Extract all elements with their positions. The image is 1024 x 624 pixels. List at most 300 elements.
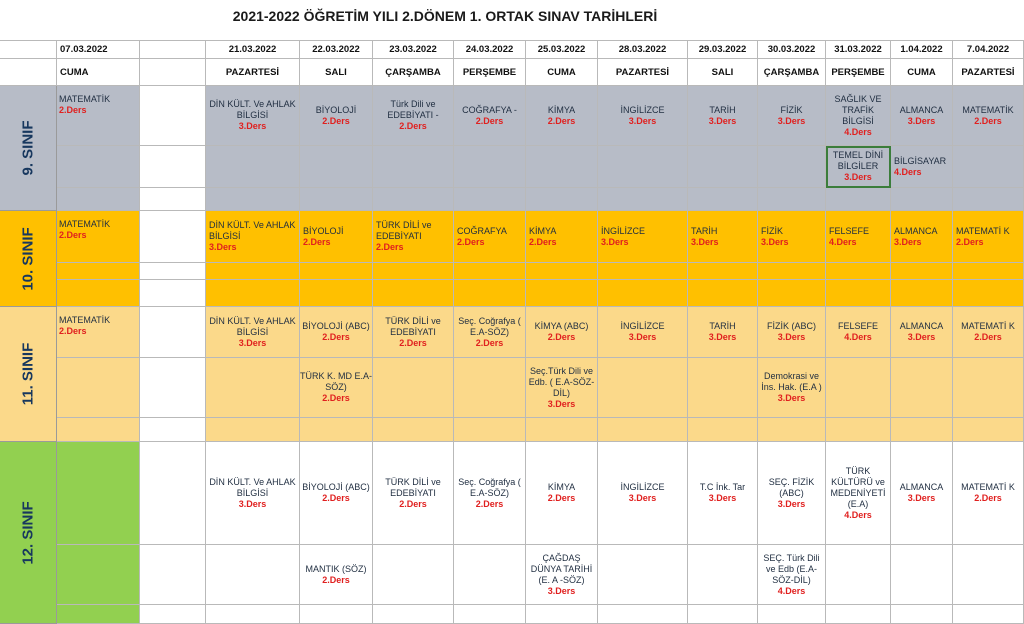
- exam-cell[interactable]: [57, 86, 140, 146]
- lesson-period: 3.Ders: [907, 115, 936, 126]
- subject-name: TARİH: [709, 321, 736, 331]
- grade-label: 9. SINIF: [19, 120, 37, 176]
- date-header[interactable]: [953, 41, 1024, 59]
- sheet-cell[interactable]: [953, 358, 1024, 418]
- day-label: PAZARTESİ: [225, 66, 280, 78]
- sheet-cell[interactable]: [57, 545, 140, 605]
- exam-cell[interactable]: [826, 86, 891, 146]
- exam-cell[interactable]: [826, 211, 891, 263]
- day-header[interactable]: [826, 59, 891, 86]
- exam-cell[interactable]: [300, 307, 373, 358]
- sheet-cell[interactable]: [373, 280, 454, 307]
- lesson-period: 2.Ders: [547, 115, 576, 126]
- lesson-period: 2.Ders: [322, 574, 350, 585]
- subject-name: MATEMATİ K: [961, 482, 1015, 492]
- sheet-cell[interactable]: [891, 188, 953, 211]
- exam-cell[interactable]: [454, 307, 526, 358]
- subject-name: COĞRAFYA: [457, 225, 507, 236]
- sheet-cell[interactable]: [688, 280, 758, 307]
- sheet-cell[interactable]: [688, 146, 758, 188]
- lesson-period: 2.Ders: [956, 236, 984, 247]
- sheet-cell[interactable]: [300, 280, 373, 307]
- lesson-period: 3.Ders: [907, 332, 936, 342]
- exam-cell[interactable]: [758, 358, 826, 418]
- exam-cell[interactable]: [526, 442, 598, 545]
- sheet-cell[interactable]: [688, 545, 758, 605]
- sheet-cell[interactable]: [598, 280, 688, 307]
- sheet-cell[interactable]: [598, 146, 688, 188]
- sheet-cell[interactable]: [373, 188, 454, 211]
- sheet-cell[interactable]: [891, 280, 953, 307]
- day-label: CUMA: [60, 66, 89, 78]
- subject-name: DİN KÜLT. Ve AHLAK BİLGİSİ: [209, 220, 296, 241]
- date-header[interactable]: [826, 41, 891, 59]
- day-label: PERŞEMBE: [831, 66, 885, 78]
- day-label: PERŞEMBE: [462, 66, 517, 78]
- exam-cell[interactable]: [454, 442, 526, 545]
- sheet-cell[interactable]: [953, 263, 1024, 280]
- subject-name: ALMANCA: [899, 104, 944, 115]
- sheet-cell[interactable]: [826, 605, 891, 624]
- exam-cell[interactable]: [57, 211, 140, 263]
- subject-name: COĞRAFYA -: [462, 104, 517, 115]
- lesson-period: 2.Ders: [974, 115, 1002, 126]
- lesson-period: 3.Ders: [238, 337, 267, 348]
- sheet-cell[interactable]: [826, 263, 891, 280]
- lesson-period: 3.Ders: [209, 242, 237, 252]
- sheet-cell[interactable]: [300, 263, 373, 280]
- sheet-cell[interactable]: [57, 188, 140, 211]
- subject-name: TÜRK K. MD E.A- SÖZ): [300, 371, 373, 392]
- sheet-cell[interactable]: [206, 188, 300, 211]
- sheet-cell[interactable]: [140, 307, 206, 358]
- lesson-period: 4.Ders: [844, 126, 872, 137]
- sheet-cell[interactable]: [526, 605, 598, 624]
- lesson-period: 2.Ders: [322, 493, 350, 503]
- day-label: SALI: [711, 66, 734, 78]
- subject-name: TEMEL DİNİ BİLGİLER: [832, 150, 884, 171]
- sheet-cell[interactable]: [953, 605, 1024, 624]
- sheet-cell[interactable]: [140, 605, 206, 624]
- sheet-cell[interactable]: [758, 188, 826, 211]
- sheet-cell[interactable]: [598, 418, 688, 442]
- sheet-cell[interactable]: [206, 280, 300, 307]
- date-header[interactable]: [454, 41, 526, 59]
- exam-cell[interactable]: [953, 442, 1024, 545]
- sheet-cell[interactable]: [373, 418, 454, 442]
- sheet-cell[interactable]: [598, 358, 688, 418]
- date-label: 23.03.2022: [389, 44, 437, 55]
- lesson-period: 3.Ders: [907, 493, 936, 503]
- subject-name: Seç. Coğrafya ( E.A-SÖZ): [458, 315, 521, 337]
- header-cell[interactable]: [0, 41, 57, 59]
- exam-cell[interactable]: [598, 442, 688, 545]
- subject-name: MATEMATİK: [59, 219, 111, 229]
- header-top-border: [0, 40, 1024, 41]
- header-cell[interactable]: [140, 41, 206, 59]
- day-header[interactable]: [953, 59, 1024, 86]
- exam-cell[interactable]: [206, 442, 300, 545]
- lesson-period: 2.Ders: [399, 337, 427, 348]
- lesson-period: 2.Ders: [303, 236, 331, 247]
- exam-cell[interactable]: [526, 545, 598, 605]
- sheet-cell[interactable]: [953, 418, 1024, 442]
- subject-name: SEÇ. Türk Dili ve Edb (E.A-SÖZ-DİL): [763, 552, 820, 585]
- day-header[interactable]: [526, 59, 598, 86]
- exam-cell[interactable]: [206, 86, 300, 146]
- header-cell[interactable]: [140, 59, 206, 86]
- exam-cell[interactable]: [688, 211, 758, 263]
- day-header[interactable]: [300, 59, 373, 86]
- sheet-cell[interactable]: [454, 605, 526, 624]
- exam-cell[interactable]: [373, 86, 454, 146]
- sheet-cell[interactable]: [526, 263, 598, 280]
- sheet-cell[interactable]: [688, 418, 758, 442]
- lesson-period: 2.Ders: [59, 105, 87, 115]
- exam-cell[interactable]: [526, 211, 598, 263]
- sheet-cell[interactable]: [373, 146, 454, 188]
- sheet-cell[interactable]: [206, 358, 300, 418]
- sheet-cell[interactable]: [826, 545, 891, 605]
- subject-name: Türk Dili ve EDEBİYATI -: [387, 99, 439, 120]
- sheet-cell[interactable]: [300, 418, 373, 442]
- day-header[interactable]: [373, 59, 454, 86]
- subject-name: ALMANCA: [894, 225, 938, 236]
- date-label: 29.03.2022: [698, 44, 747, 55]
- subject-name: KİMYA (ABC): [534, 321, 589, 331]
- sheet-cell[interactable]: [826, 418, 891, 442]
- subject-name: İNGİLİZCE: [620, 482, 665, 492]
- sheet-cell[interactable]: [454, 418, 526, 442]
- sheet-cell[interactable]: [300, 188, 373, 211]
- sheet-cell[interactable]: [758, 263, 826, 280]
- day-label: SALI: [325, 66, 347, 78]
- exam-cell[interactable]: [206, 307, 300, 358]
- sheet-cell[interactable]: [891, 418, 953, 442]
- date-label: 24.03.2022: [465, 44, 514, 55]
- exam-cell[interactable]: [891, 86, 953, 146]
- sheet-cell[interactable]: [140, 86, 206, 146]
- lesson-period: 2.Ders: [475, 337, 504, 348]
- sheet-cell[interactable]: [140, 263, 206, 280]
- lesson-period: 2.Ders: [475, 498, 504, 509]
- sheet-cell[interactable]: [206, 146, 300, 188]
- grade-label-cell[interactable]: [0, 86, 57, 211]
- header-cell[interactable]: [0, 59, 57, 86]
- sheet-cell[interactable]: [57, 280, 140, 307]
- subject-name: İNGİLİZCE: [620, 104, 665, 115]
- sheet-cell[interactable]: [140, 545, 206, 605]
- date-label: 7.04.2022: [966, 44, 1010, 55]
- subject-name: FİZİK: [761, 225, 783, 236]
- exam-cell[interactable]: [688, 307, 758, 358]
- day-header[interactable]: [206, 59, 300, 86]
- exam-cell[interactable]: [526, 86, 598, 146]
- sheet-cell[interactable]: [373, 545, 454, 605]
- sheet-cell[interactable]: [373, 263, 454, 280]
- day-label: ÇARŞAMBA: [763, 66, 820, 78]
- subject-name: KİMYA: [529, 225, 557, 236]
- grade-label-cell[interactable]: [0, 307, 57, 442]
- subject-name: MATEMATİK: [59, 315, 111, 325]
- exam-cell[interactable]: [300, 442, 373, 545]
- exam-cell[interactable]: [826, 307, 891, 358]
- sheet-cell[interactable]: [57, 146, 140, 188]
- date-label: 25.03.2022: [537, 44, 586, 55]
- sheet-cell[interactable]: [140, 188, 206, 211]
- exam-cell[interactable]: [688, 442, 758, 545]
- date-header[interactable]: [598, 41, 688, 59]
- grade-label-cell[interactable]: [0, 442, 57, 624]
- sheet-cell[interactable]: [57, 442, 140, 545]
- subject-name: TARİH: [709, 104, 736, 115]
- sheet-cell[interactable]: [826, 358, 891, 418]
- sheet-cell[interactable]: [206, 418, 300, 442]
- exam-cell[interactable]: [826, 146, 891, 188]
- date-header[interactable]: [891, 41, 953, 59]
- exam-cell[interactable]: [300, 211, 373, 263]
- lesson-period: 3.Ders: [628, 332, 657, 342]
- sheet-cell[interactable]: [826, 188, 891, 211]
- day-label: ÇARŞAMBA: [385, 66, 441, 78]
- sheet-cell[interactable]: [688, 358, 758, 418]
- subject-name: FİZİK: [780, 104, 803, 115]
- exam-cell[interactable]: [953, 211, 1024, 263]
- sheet-cell[interactable]: [953, 545, 1024, 605]
- sheet-cell[interactable]: [206, 545, 300, 605]
- subject-name: DİN KÜLT. Ve AHLAK BİLGİSİ: [209, 99, 296, 120]
- date-header[interactable]: [206, 41, 300, 59]
- day-header[interactable]: [688, 59, 758, 86]
- lesson-period: 3.Ders: [777, 332, 806, 342]
- grade-label: 12. SINIF: [19, 500, 37, 565]
- lesson-period: 2.Ders: [59, 230, 87, 240]
- subject-name: İNGİLİZCE: [620, 321, 665, 331]
- day-label: PAZARTESİ: [961, 66, 1015, 78]
- exam-cell[interactable]: [300, 545, 373, 605]
- date-header[interactable]: [758, 41, 826, 59]
- sheet-cell[interactable]: [140, 442, 206, 545]
- grade-label-cell[interactable]: [0, 211, 57, 307]
- exam-cell[interactable]: [526, 307, 598, 358]
- exam-cell[interactable]: [57, 307, 140, 358]
- exam-cell[interactable]: [758, 545, 826, 605]
- lesson-period: 4.Ders: [844, 332, 872, 342]
- lesson-period: 3.Ders: [708, 493, 737, 503]
- subject-name: Demokrasi ve İns. Hak. (E.A ): [761, 371, 822, 392]
- sheet-cell[interactable]: [758, 605, 826, 624]
- sheet-cell[interactable]: [688, 263, 758, 280]
- day-header[interactable]: [891, 59, 953, 86]
- sheet-cell[interactable]: [454, 545, 526, 605]
- lesson-period: 2.Ders: [59, 326, 87, 336]
- subject-name: BİYOLOJİ: [315, 104, 357, 115]
- date-label: 21.03.2022: [228, 44, 277, 55]
- exam-cell[interactable]: [891, 146, 953, 188]
- lesson-period: 2.Ders: [399, 498, 427, 509]
- sheet-cell[interactable]: [454, 280, 526, 307]
- lesson-period: 3.Ders: [547, 585, 576, 596]
- date-label: 1.04.2022: [900, 44, 943, 55]
- sheet-cell[interactable]: [953, 280, 1024, 307]
- lesson-period: 3.Ders: [708, 332, 737, 342]
- sheet-cell[interactable]: [526, 280, 598, 307]
- exam-cell[interactable]: [688, 86, 758, 146]
- lesson-period: 3.Ders: [708, 115, 737, 126]
- lesson-period: 3.Ders: [777, 393, 806, 403]
- sheet-cell[interactable]: [454, 358, 526, 418]
- grade-label: 11. SINIF: [19, 342, 37, 406]
- sheet-cell[interactable]: [454, 263, 526, 280]
- sheet-cell[interactable]: [826, 280, 891, 307]
- sheet-cell[interactable]: [140, 358, 206, 418]
- sheet-cell[interactable]: [598, 263, 688, 280]
- exam-cell[interactable]: [953, 86, 1024, 146]
- sheet-cell[interactable]: [598, 605, 688, 624]
- sheet-cell[interactable]: [454, 146, 526, 188]
- exam-cell[interactable]: [891, 307, 953, 358]
- day-label: PAZARTESİ: [615, 66, 670, 78]
- subject-name: BİYOLOJİ (ABC): [302, 321, 370, 331]
- lesson-period: 4.Ders: [844, 509, 872, 520]
- date-header[interactable]: [57, 41, 140, 59]
- lesson-period: 4.Ders: [777, 585, 806, 596]
- subject-name: TÜRK DİLİ ve EDEBİYATI: [385, 476, 441, 498]
- day-header[interactable]: [57, 59, 140, 86]
- lesson-period: 3.Ders: [547, 398, 576, 409]
- lesson-period: 3.Ders: [601, 236, 629, 247]
- subject-name: FELSEFE: [837, 321, 878, 331]
- exam-cell[interactable]: [300, 86, 373, 146]
- subject-name: ALMANCA: [899, 482, 944, 492]
- sheet-cell[interactable]: [140, 280, 206, 307]
- sheet-cell[interactable]: [373, 605, 454, 624]
- sheet-cell[interactable]: [206, 605, 300, 624]
- exam-cell[interactable]: [526, 358, 598, 418]
- exam-cell[interactable]: [758, 86, 826, 146]
- day-header[interactable]: [758, 59, 826, 86]
- sheet-cell[interactable]: [526, 188, 598, 211]
- lesson-period: 2.Ders: [529, 236, 557, 247]
- sheet-cell[interactable]: [758, 418, 826, 442]
- lesson-period: 3.Ders: [761, 236, 789, 247]
- sheet-cell[interactable]: [300, 146, 373, 188]
- exam-cell[interactable]: [300, 358, 373, 418]
- sheet-cell[interactable]: [140, 418, 206, 442]
- sheet-cell[interactable]: [140, 146, 206, 188]
- sheet-cell[interactable]: [891, 545, 953, 605]
- lesson-period: 2.Ders: [547, 493, 576, 503]
- exam-cell[interactable]: [758, 442, 826, 545]
- subject-name: ÇAĞDAŞ DÜNYA TARİHİ (E. A -SÖZ): [530, 552, 593, 585]
- exam-cell[interactable]: [373, 442, 454, 545]
- sheet-cell[interactable]: [526, 418, 598, 442]
- exam-cell[interactable]: [826, 442, 891, 545]
- exam-cell[interactable]: [454, 211, 526, 263]
- date-label: 31.03.2022: [834, 44, 882, 55]
- subject-name: ALMANCA: [899, 321, 944, 331]
- date-header[interactable]: [300, 41, 373, 59]
- sheet-cell[interactable]: [688, 188, 758, 211]
- sheet-cell[interactable]: [598, 545, 688, 605]
- subject-name: BİYOLOJİ: [303, 225, 344, 236]
- exam-cell[interactable]: [758, 307, 826, 358]
- lesson-period: 3.Ders: [894, 236, 922, 247]
- sheet-cell[interactable]: [953, 146, 1024, 188]
- exam-cell[interactable]: [953, 307, 1024, 358]
- subject-name: Seç. Coğrafya ( E.A-SÖZ): [458, 476, 521, 498]
- exam-cell[interactable]: [206, 211, 300, 263]
- sheet-cell[interactable]: [891, 263, 953, 280]
- sheet-cell[interactable]: [598, 188, 688, 211]
- day-header[interactable]: [454, 59, 526, 86]
- exam-cell[interactable]: [373, 307, 454, 358]
- lesson-period: 3.Ders: [238, 498, 267, 509]
- lesson-period: 2.Ders: [974, 332, 1002, 342]
- sheet-cell[interactable]: [891, 605, 953, 624]
- sheet-cell[interactable]: [57, 605, 140, 624]
- exam-cell[interactable]: [598, 211, 688, 263]
- subject-name: TÜRK DİLİ ve EDEBİYATI: [376, 220, 432, 241]
- subject-name: İNGİLİZCE: [601, 225, 646, 236]
- sheet-cell[interactable]: [373, 358, 454, 418]
- page-title: 2021-2022 ÖĞRETİM YILI 2.DÖNEM 1. ORTAK SINAV TARİHLERİ: [232, 8, 658, 24]
- lesson-period: 3.Ders: [238, 121, 267, 131]
- exam-cell[interactable]: [454, 86, 526, 146]
- sheet-cell[interactable]: [526, 146, 598, 188]
- subject-name: MATEMATİ K: [961, 321, 1015, 331]
- exam-cell[interactable]: [758, 211, 826, 263]
- subject-name: SAĞLIK VE TRAFİK BİLGİSİ: [834, 93, 882, 126]
- exam-cell[interactable]: [891, 442, 953, 545]
- lesson-period: 3.Ders: [628, 115, 657, 126]
- sheet-cell[interactable]: [206, 263, 300, 280]
- subject-name: MATEMATİK: [962, 104, 1014, 115]
- lesson-period: 2.Ders: [974, 493, 1002, 503]
- sheet-cell[interactable]: [758, 280, 826, 307]
- sheet-cell[interactable]: [688, 605, 758, 624]
- sheet-cell[interactable]: [57, 358, 140, 418]
- exam-cell[interactable]: [598, 307, 688, 358]
- sheet-cell[interactable]: [300, 605, 373, 624]
- sheet-cell[interactable]: [891, 358, 953, 418]
- exam-cell[interactable]: [598, 86, 688, 146]
- subject-name: DİN KÜLT. Ve AHLAK BİLGİSİ: [209, 315, 296, 337]
- date-header[interactable]: [373, 41, 454, 59]
- lesson-period: 2.Ders: [376, 242, 404, 252]
- date-header[interactable]: [688, 41, 758, 59]
- day-header[interactable]: [598, 59, 688, 86]
- sheet-cell[interactable]: [953, 188, 1024, 211]
- lesson-period: 3.Ders: [628, 493, 657, 503]
- lesson-period: 2.Ders: [322, 393, 350, 403]
- grade-label: 10. SINIF: [19, 226, 37, 291]
- sheet-cell[interactable]: [57, 418, 140, 442]
- sheet-cell[interactable]: [454, 188, 526, 211]
- exam-cell[interactable]: [891, 211, 953, 263]
- lesson-period: 2.Ders: [475, 115, 504, 126]
- sheet-cell[interactable]: [57, 263, 140, 280]
- subject-name: KİMYA: [547, 482, 576, 492]
- lesson-period: 3.Ders: [777, 115, 806, 126]
- exam-cell[interactable]: [373, 211, 454, 263]
- subject-name: TÜRK KÜLTÜRÜ ve MEDENİYETİ (E.A): [830, 465, 886, 509]
- sheet-cell[interactable]: [140, 211, 206, 263]
- sheet-cell[interactable]: [758, 146, 826, 188]
- lesson-period: 2.Ders: [457, 236, 485, 247]
- date-header[interactable]: [526, 41, 598, 59]
- lesson-period: 2.Ders: [322, 332, 350, 342]
